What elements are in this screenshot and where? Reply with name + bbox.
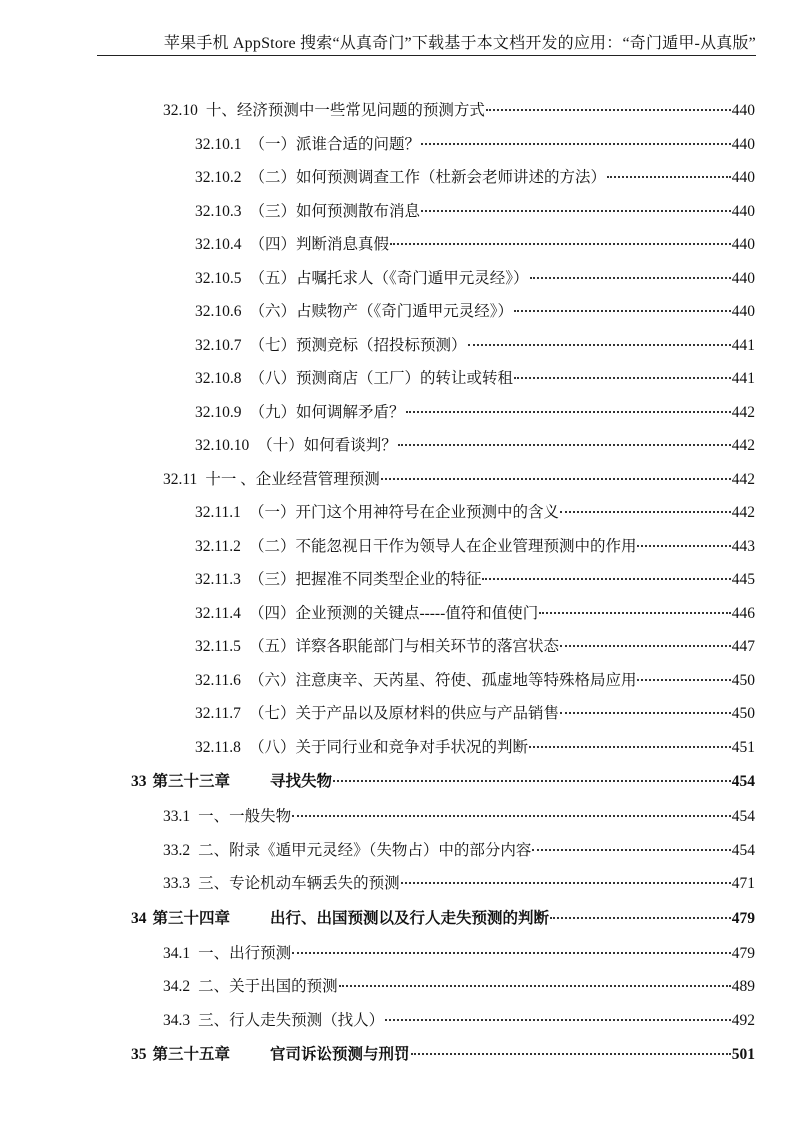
entry-number: 34.2 (163, 978, 191, 995)
toc-entry[interactable] (0, 1004, 807, 1038)
page-number: 450 (731, 705, 755, 722)
entry-title: 寻找失物 (270, 773, 333, 790)
dot-leader (482, 578, 730, 580)
entry-title: （四）企业预测的关键点-----值符和值使门 (248, 604, 539, 622)
entry-title: 十一 、企业经营管理预测 (205, 470, 380, 488)
entry-title: （五）详察各职能部门与相关环节的落宫状态 (248, 638, 559, 655)
page-number: 440 (731, 202, 755, 220)
dot-leader (401, 882, 731, 884)
toc-entry[interactable] (0, 937, 807, 971)
dot-leader (406, 411, 731, 413)
page-number: 442 (731, 470, 755, 488)
page-number: 440 (731, 236, 755, 253)
dot-leader (607, 176, 731, 178)
page-number: 446 (731, 604, 755, 622)
entry-title: （三）把握准不同类型企业的特征 (248, 571, 482, 588)
page-number: 454 (731, 773, 755, 790)
dot-leader (398, 444, 731, 446)
entry-title: （十）如何看谈判？ (257, 437, 397, 454)
dot-leader (530, 277, 731, 279)
entry-title: （二）不能忽视日干作为领导人在企业管理预测中的作用 (248, 537, 637, 555)
dot-leader (421, 210, 731, 212)
page-number: 479 (731, 909, 755, 927)
entry-number: 33.3 (163, 875, 191, 892)
dot-leader (529, 746, 731, 748)
toc-entry[interactable] (0, 429, 807, 463)
entry-number: 32.11.4 (195, 604, 241, 622)
page-number: 441 (731, 370, 755, 387)
toc-chapter-entry[interactable] (0, 764, 807, 800)
entry-title: （七）预测竞标（招投标预测） (249, 336, 467, 354)
page-number: 450 (731, 671, 755, 689)
page-number: 447 (731, 638, 755, 655)
toc-entry[interactable] (0, 396, 807, 430)
dot-leader (637, 545, 730, 547)
dot-leader (560, 645, 731, 647)
toc-entry[interactable] (0, 867, 807, 901)
entry-number: 35 (131, 1046, 147, 1063)
entry-number: 32.11.5 (195, 638, 241, 655)
entry-title: 三、专论机动车辆丢失的预测 (198, 875, 400, 892)
entry-number: 32.10.8 (195, 370, 242, 387)
entry-title: （五）占嘱托求人（《奇门遁甲元灵经》） (249, 269, 529, 287)
page-number: 442 (731, 403, 755, 421)
entry-number: 32.10.9 (195, 403, 242, 421)
entry-title: （九）如何调解矛盾？ (249, 403, 405, 421)
entry-number: 32.10.6 (195, 303, 242, 320)
page-number: 440 (731, 102, 755, 119)
entry-number: 34 (131, 909, 147, 927)
entry-number: 32.10.1 (195, 135, 242, 153)
page-number: 440 (731, 169, 755, 186)
entry-number: 32.10.3 (195, 202, 242, 220)
entry-number: 32.11.8 (195, 738, 241, 756)
toc-entry[interactable] (0, 664, 807, 698)
entry-number: 32.10.4 (195, 236, 242, 253)
page-header: 苹果手机 AppStore 搜索“从真奇门”下载基于本文档开发的应用：“奇门遁甲-从真版” (163, 35, 756, 52)
toc-entry[interactable] (0, 463, 807, 497)
dot-leader (292, 952, 731, 954)
page-number: 471 (731, 875, 755, 892)
entry-number: 32.10.2 (195, 169, 242, 186)
toc-chapter-entry[interactable] (0, 901, 807, 937)
page-number: 454 (731, 841, 755, 859)
entry-title: （四）判断消息真假 (249, 236, 390, 253)
dot-leader (637, 679, 730, 681)
page-number: 445 (731, 571, 755, 588)
entry-number: 34.1 (163, 944, 191, 962)
dot-leader (411, 1053, 731, 1055)
header-divider (97, 55, 756, 56)
dot-leader (560, 712, 731, 714)
dot-leader (339, 985, 731, 987)
dot-leader (421, 143, 731, 145)
entry-title: （二）如何预测调查工作（杜新会老师讲述的方法） (249, 169, 607, 186)
entry-number: 32.10 (163, 102, 198, 119)
toc-entry[interactable] (0, 496, 807, 530)
toc-entry[interactable] (0, 295, 807, 329)
entry-number: 34.3 (163, 1011, 191, 1029)
toc-entry[interactable] (0, 530, 807, 564)
page-number: 440 (731, 269, 755, 287)
entry-number: 32.11 (163, 470, 198, 488)
entry-number: 33 (131, 773, 147, 790)
entry-number: 32.11.1 (195, 504, 241, 521)
entry-title: 官司诉讼预测与刑罚 (270, 1046, 410, 1063)
page-number: 492 (731, 1011, 755, 1029)
entry-number: 32.11.3 (195, 571, 241, 588)
dot-leader (514, 377, 731, 379)
entry-title: （一）派谁合适的问题？ (249, 135, 421, 153)
entry-number: 32.11.6 (195, 671, 241, 689)
dot-leader (560, 511, 731, 513)
toc-entry[interactable] (0, 597, 807, 631)
entry-title: 二、附录《遁甲元灵经》（失物占）中的部分内容 (198, 841, 532, 859)
entry-title: 十、经济预测中一些常见问题的预测方式 (205, 102, 485, 119)
entry-title: （三）如何预测散布消息 (249, 202, 421, 220)
entry-number: 32.10.7 (195, 336, 242, 354)
entry-number: 32.11.2 (195, 537, 241, 555)
toc-entry[interactable] (0, 161, 807, 195)
dot-leader (468, 344, 731, 346)
entry-title: 一、出行预测 (198, 944, 292, 962)
page-number: 489 (731, 978, 755, 995)
dot-leader (292, 815, 731, 817)
page-number: 442 (731, 504, 755, 521)
toc-entry[interactable] (0, 800, 807, 834)
chapter-label: 第三十三章 (152, 773, 231, 790)
entry-title: 三、行人走失预测（找人） (198, 1011, 385, 1029)
toc-entry[interactable] (0, 697, 807, 731)
dot-leader (539, 612, 731, 614)
toc-entry[interactable] (0, 834, 807, 868)
entry-number: 33.1 (163, 808, 191, 825)
toc-entry[interactable] (0, 94, 807, 128)
entry-title: （一）开门这个用神符号在企业预测中的含义 (248, 504, 559, 521)
dot-leader (390, 243, 731, 245)
toc-entry[interactable] (0, 970, 807, 1004)
dot-leader (532, 849, 730, 851)
page-number: 479 (731, 944, 755, 962)
dot-leader (514, 310, 731, 312)
entry-title: （七）关于产品以及原材料的供应与产品销售 (248, 705, 559, 722)
dot-leader (385, 1019, 731, 1021)
entry-title: 一、一般失物 (198, 808, 292, 825)
toc-entry[interactable] (0, 262, 807, 296)
page-number: 451 (731, 738, 755, 756)
toc-entry[interactable] (0, 731, 807, 765)
entry-number: 33.2 (163, 841, 191, 859)
toc-entry[interactable] (0, 362, 807, 396)
toc-chapter-entry[interactable] (0, 1037, 807, 1073)
entry-title: （八）关于同行业和竞争对手状况的判断 (248, 738, 528, 756)
page-number: 442 (731, 437, 755, 454)
dot-leader (333, 780, 731, 782)
table-of-contents (0, 94, 807, 1073)
page-number: 454 (731, 808, 755, 825)
entry-title: （八）预测商店（工厂）的转让或转租 (249, 370, 514, 387)
page-number: 441 (731, 336, 755, 354)
dot-leader (381, 478, 731, 480)
chapter-label: 第三十五章 (152, 1046, 231, 1063)
entry-title: （六）占赎物产（《奇门遁甲元灵经》） (249, 303, 514, 320)
dot-leader (486, 109, 731, 111)
page-number: 501 (731, 1046, 755, 1063)
page-number: 443 (731, 537, 755, 555)
toc-entry[interactable] (0, 128, 807, 162)
toc-entry[interactable] (0, 329, 807, 363)
entry-number: 32.11.7 (195, 705, 241, 722)
entry-title: 出行、出国预测以及行人走失预测的判断 (270, 909, 550, 927)
toc-entry[interactable] (0, 630, 807, 664)
chapter-label: 第三十四章 (152, 909, 231, 927)
page-number: 440 (731, 303, 755, 320)
toc-entry[interactable] (0, 563, 807, 597)
entry-number: 32.10.10 (195, 437, 250, 454)
entry-title: （六）注意庚辛、天芮星、符使、孤虚地等特殊格局应用 (248, 671, 637, 689)
page-number: 440 (731, 135, 755, 153)
entry-title: 二、关于出国的预测 (198, 978, 338, 995)
toc-entry[interactable] (0, 195, 807, 229)
entry-number: 32.10.5 (195, 269, 242, 287)
toc-entry[interactable] (0, 228, 807, 262)
dot-leader (550, 917, 731, 919)
